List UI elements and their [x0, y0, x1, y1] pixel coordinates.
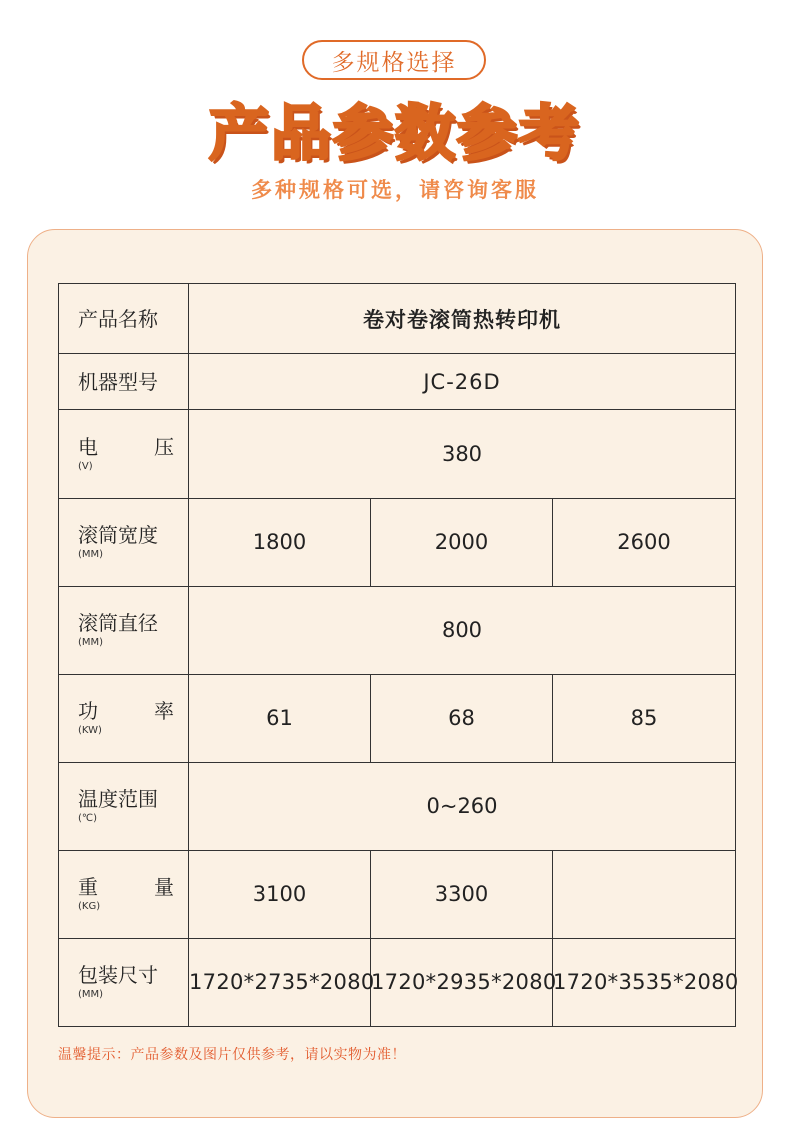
disclaimer-note: 温馨提示：产品参数及图片仅供参考，请以实物为准！ [58, 1047, 406, 1063]
unit-package: (MM) [78, 989, 104, 1001]
pill-label: 多规格选择 [331, 49, 457, 76]
row-label-temperature: 温度范围 (℃) [59, 762, 189, 850]
table-row-temperature [59, 762, 736, 850]
table-row-model [59, 354, 736, 410]
weight-value: 3100 [189, 850, 371, 938]
weight-value [553, 850, 736, 938]
unit-power: (KW) [78, 725, 102, 737]
table-row-voltage [59, 410, 736, 498]
spec-selection-pill [302, 40, 486, 80]
unit-diameter: (MM) [78, 637, 104, 649]
unit-width: (MM) [78, 549, 104, 561]
table-row-weight [59, 850, 736, 938]
table-row-name [59, 284, 736, 354]
unit-weight: (KG) [78, 901, 101, 913]
diameter-value: 800 [189, 586, 736, 674]
power-value: 85 [553, 674, 736, 762]
model-value: JC-26D [189, 354, 736, 410]
table-row-power [59, 674, 736, 762]
row-label-diameter: 滚筒直径 (MM) [59, 586, 189, 674]
width-value: 2600 [553, 498, 736, 586]
voltage-value: 380 [189, 410, 736, 498]
package-size-value: 1720*2935*2080 [371, 938, 553, 1026]
temperature-value: 0~260 [189, 762, 736, 850]
row-label-weight: 重 量 (KG) [59, 850, 189, 938]
power-value: 61 [189, 674, 371, 762]
row-label-width: 滚筒宽度 (MM) [59, 498, 189, 586]
table-row-diameter [59, 586, 736, 674]
power-value: 68 [371, 674, 553, 762]
table-row-width [59, 498, 736, 586]
page-title: 产品参数参考 [209, 99, 581, 169]
spec-table [58, 283, 739, 1027]
package-size-value: 1720*3535*2080 [553, 938, 736, 1026]
weight-value: 3300 [371, 850, 553, 938]
page-subtitle: 多种规格可选，请咨询客服 [251, 178, 539, 202]
width-value: 2000 [371, 498, 553, 586]
row-label-model: 机器型号 [59, 354, 189, 410]
table-row-package [59, 938, 736, 1026]
product-name-value: 卷对卷滚筒热转印机 [189, 284, 736, 354]
package-size-value: 1720*2735*2080 [189, 938, 371, 1026]
width-value: 1800 [189, 498, 371, 586]
unit-voltage: (V) [78, 460, 93, 472]
row-label-voltage: 电 压 (V) [59, 410, 189, 498]
row-label-name: 产品名称 [59, 284, 189, 354]
row-label-power: 功 率 (KW) [59, 674, 189, 762]
row-label-package: 包装尺寸 (MM) [59, 938, 189, 1026]
unit-temperature: (℃) [78, 813, 98, 825]
